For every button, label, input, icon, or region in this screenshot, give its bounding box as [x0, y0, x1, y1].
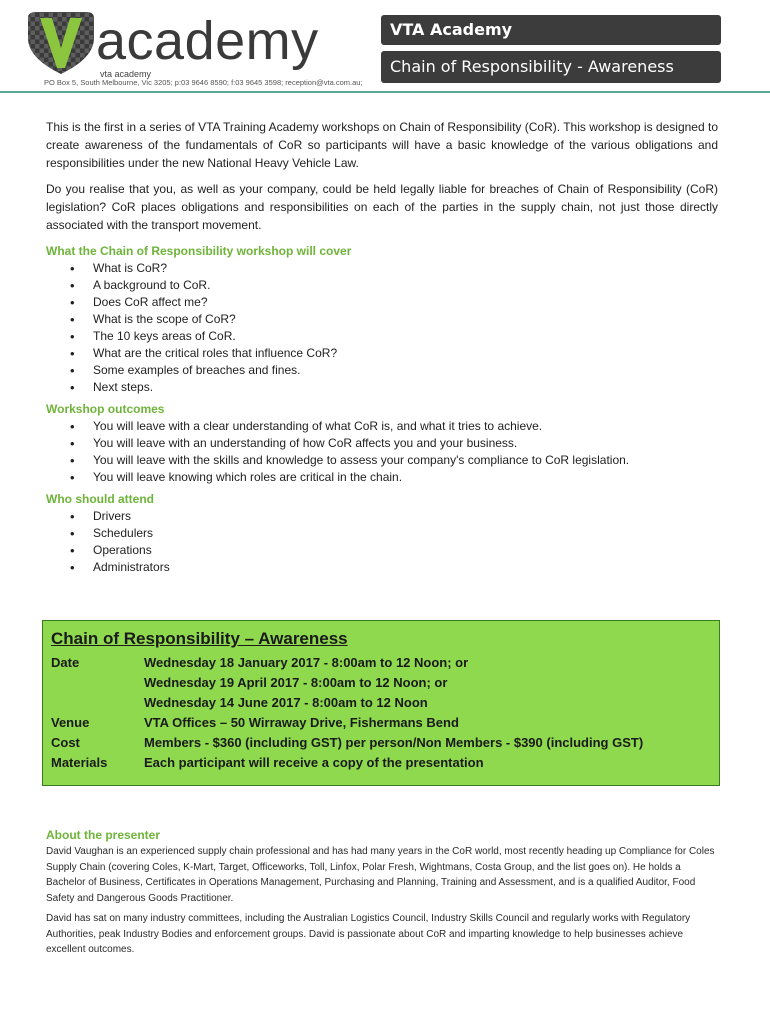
list-item: • The 10 keys areas of CoR. [46, 328, 718, 345]
outcomes-list [46, 418, 718, 486]
page-title: VTA Academy [381, 15, 721, 45]
event-date: Wednesday 14 June 2017 - 8:00am to 12 Noon [144, 695, 428, 710]
logo-wordmark: academy [96, 11, 319, 71]
event-row-materials [51, 753, 711, 773]
list-item: • What is CoR? [46, 260, 718, 277]
presenter-paragraph-1: David Vaughan is an experienced supply chain professional and has had many years in the CoR world, most recently heading up Compliance for Coles Supply Chain (covering Coles, K-Mart, Target, Officeworks, Toll, Linfox, Polar Fresh, Wightmans, Costa Group, and the list goes on). He holds a Bachelor of Business, Certificates in Operations Management, Purchasing and Planning, Training and Assessment, and is a qualified Auditor, Food Safety and Dangerous Goods Practitioner. [46, 846, 715, 904]
page-header [0, 0, 770, 96]
outcomes-heading: Workshop outcomes [46, 402, 165, 416]
venue-label: Venue [51, 715, 90, 730]
event-row-cost [51, 733, 711, 753]
event-venue: VTA Offices – 50 Wirraway Drive, Fishermans Bend [144, 715, 459, 730]
presenter-section [46, 826, 722, 963]
list-item: • Schedulers [46, 525, 718, 542]
list-item: • You will leave with a clear understanding of what CoR is, and what it tries to achieve. [46, 418, 718, 435]
event-row-date [51, 653, 711, 673]
event-cost: Members - $360 (including GST) per person/Non Members - $390 (including GST) [144, 735, 644, 750]
event-date: Wednesday 19 April 2017 - 8:00am to 12 Noon; or [144, 675, 448, 690]
list-item: • Does CoR affect me? [46, 294, 718, 311]
header-divider [0, 91, 770, 93]
presenter-paragraph-2: David has sat on many industry committees, including the Australian Logistics Council, Industry Skills Council and regularly works with Regulatory Authorities, peak Industry Bodies and enforcement groups. David is passionate about CoR and imparting knowledge to help businesses achieve excellent outcomes. [46, 913, 691, 955]
event-materials: Each participant will receive a copy of the presentation [144, 755, 484, 770]
cover-list [46, 260, 718, 396]
list-item: • What are the critical roles that influence CoR? [46, 345, 718, 362]
event-details-box [42, 620, 720, 786]
event-title: Chain of Responsibility – Awareness [51, 629, 348, 648]
checkered-v-logo-icon [26, 8, 96, 78]
vta-academy-logo [26, 8, 319, 79]
list-item: • What is the scope of CoR? [46, 311, 718, 328]
event-row-date [51, 693, 711, 713]
presenter-heading: About the presenter [46, 828, 161, 842]
list-item: • A background to CoR. [46, 277, 718, 294]
event-row-venue [51, 713, 711, 733]
materials-label: Materials [51, 755, 108, 770]
main-content [46, 118, 718, 580]
list-item: • You will leave with an understanding of how CoR affects you and your business. [46, 435, 718, 452]
list-item: • Operations [46, 542, 718, 559]
attend-heading: Who should attend [46, 492, 154, 506]
page-subtitle: Chain of Responsibility - Awareness [381, 51, 721, 83]
attend-list [46, 508, 718, 576]
intro-paragraph-1: This is the first in a series of VTA Training Academy workshops on Chain of Responsibility (CoR). This workshop is designed to create awareness of the fundamentals of CoR so participants will have a basic knowledge of the various obligations and responsibilities under the new National Heavy Vehicle Law. [46, 120, 718, 170]
logo-subtitle: vta academy [100, 69, 152, 79]
list-item: • Some examples of breaches and fines. [46, 362, 718, 379]
intro-paragraph-2: Do you realise that you, as well as your company, could be held legally liable for breaches of Chain of Responsibility (CoR) legislation? CoR places obligations and responsibilities on each of the parties in the supply chain, not just those directly associated with the transport movement. [46, 182, 718, 232]
cost-label: Cost [51, 735, 80, 750]
contact-address: PO Box 5, South Melbourne, Vic 3205; p:03 9646 8590; f:03 9645 3598; reception@vta.com.au; [44, 78, 363, 87]
list-item: • Administrators [46, 559, 718, 576]
list-item: • Next steps. [46, 379, 718, 396]
date-label: Date [51, 655, 80, 670]
event-date: Wednesday 18 January 2017 - 8:00am to 12 Noon; or [144, 655, 469, 670]
list-item: • You will leave with the skills and knowledge to assess your company's compliance to CoR legislation. [46, 452, 718, 469]
event-row-date [51, 673, 711, 693]
list-item: • You will leave knowing which roles are critical in the chain. [46, 469, 718, 486]
list-item: • Drivers [46, 508, 718, 525]
cover-heading: What the Chain of Responsibility workshop will cover [46, 244, 352, 258]
